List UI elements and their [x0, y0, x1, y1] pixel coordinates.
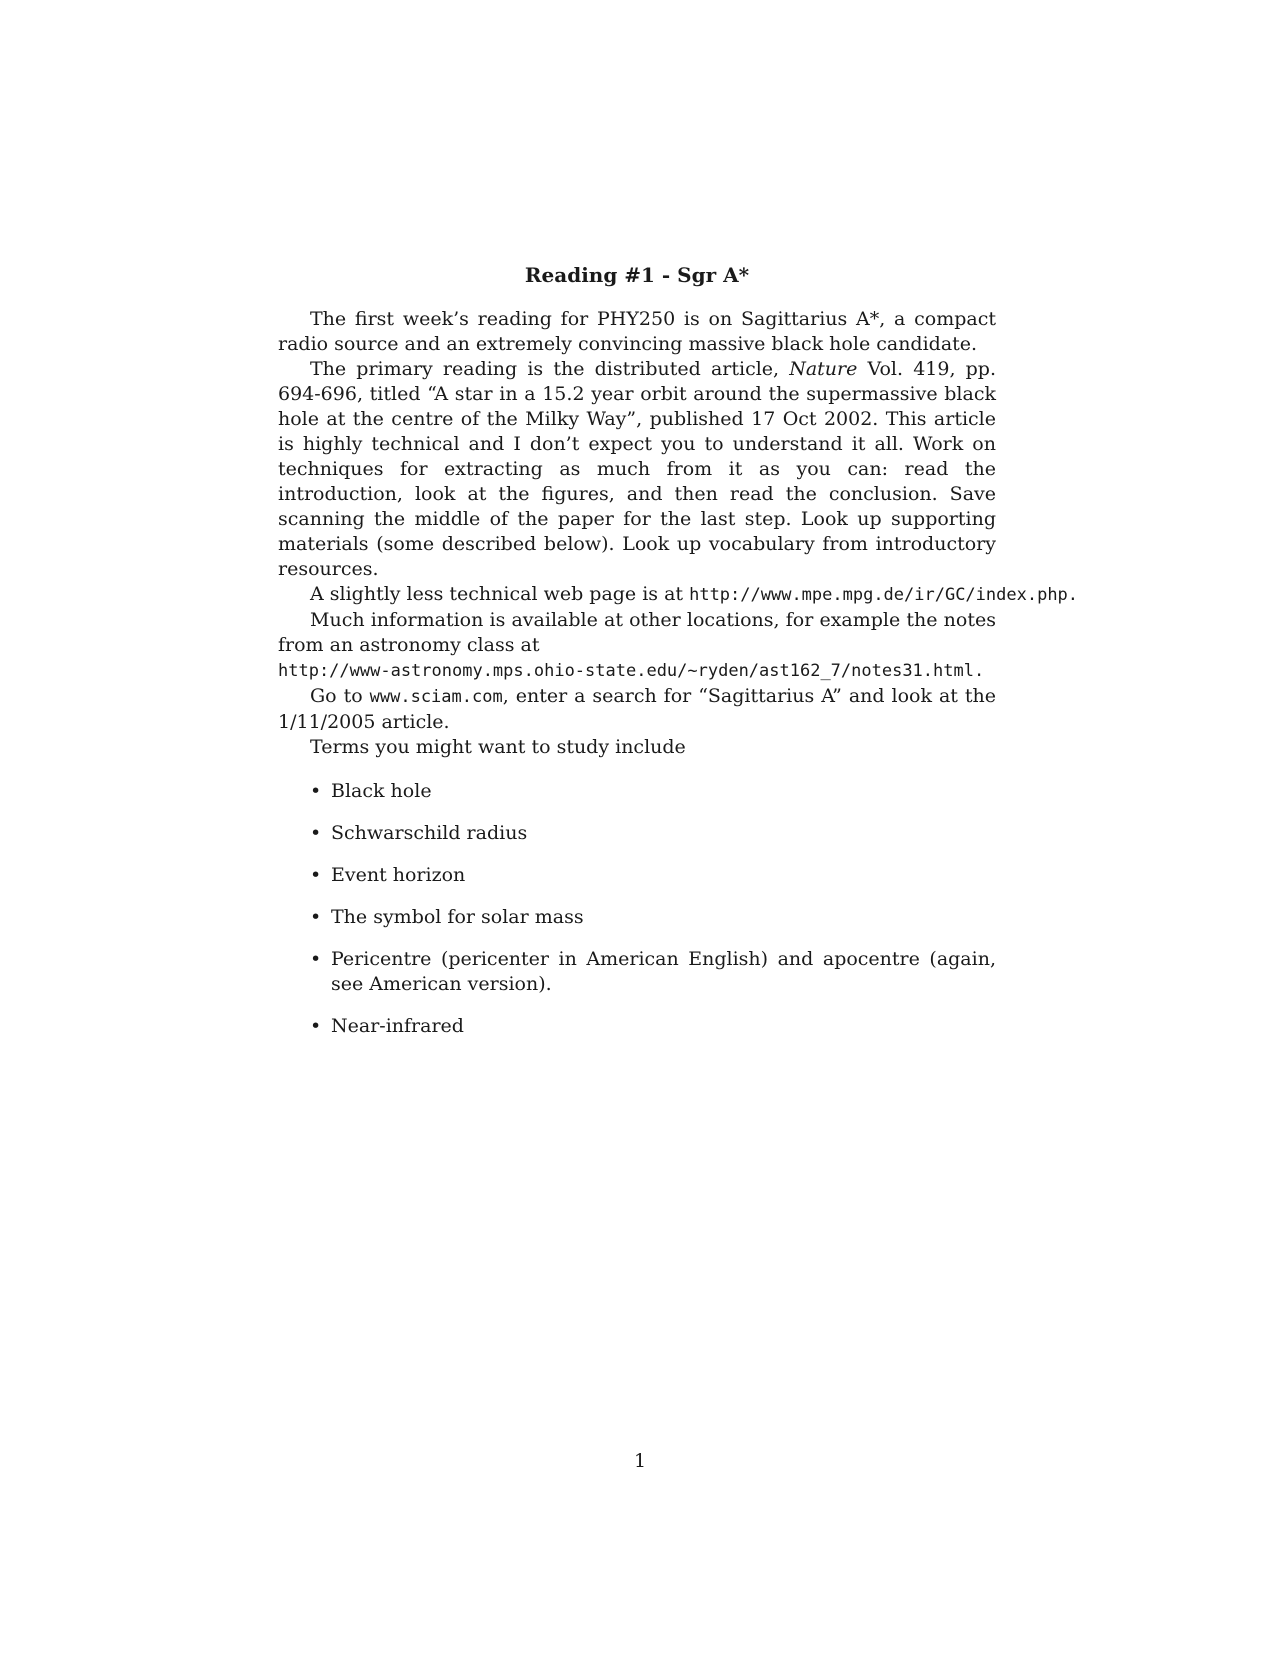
list-item	[310, 779, 996, 804]
sciam-text-b: , enter a search for “Sagittarius A” and look at the 1/11/2005 article.	[278, 685, 996, 733]
paragraph-sciam	[278, 684, 996, 735]
web-page-text: A slightly less technical web page is at	[310, 583, 690, 605]
document-title: Reading #1 - Sgr A*	[524, 263, 750, 287]
term-label: Event horizon	[331, 864, 466, 886]
primary-reading-text-b: Vol. 419, pp. 694-696, titled “A star in a 15.2 year orbit around the supermassive black hole at the centre of the Milky Way”, published 17 Oct 2002. This article is highly technical and I don’t expect you to understand it all. Work on techniques for extracting as much from it as you can: read the introduction, look at the figures, and then read the conclusion. Save scanning the middle of the paper for the last step. Look up supporting materials (some described below). Look up vocabulary from introductory resources.	[278, 358, 996, 580]
link-sciam[interactable]: www.sciam.com	[369, 687, 503, 707]
link-ohio-state[interactable]: http://www-astronomy.mps.ohio-state.edu/~ryden/ast162_7/notes31.html	[278, 661, 974, 681]
other-locations-text: Much information is available at other locations, for example the notes from an astronomy class at	[278, 609, 996, 656]
paragraph-primary-reading	[278, 357, 996, 582]
paragraph-intro	[278, 307, 996, 357]
paragraph-web-page	[278, 582, 1079, 608]
bullet-icon: •	[310, 864, 322, 886]
term-label: The symbol for solar mass	[331, 906, 584, 928]
term-label: Pericentre (pericenter in American English) and apocentre (again, see American version).	[331, 948, 996, 995]
bullet-icon: •	[310, 906, 322, 928]
list-item	[310, 1014, 996, 1039]
sciam-text-a: Go to	[310, 685, 370, 707]
terms-intro-text: Terms you might want to study include	[310, 736, 686, 758]
document-body	[278, 262, 1079, 1056]
term-label: Black hole	[331, 780, 432, 802]
bullet-icon: •	[310, 780, 322, 802]
link-mpe[interactable]: http://www.mpe.mpg.de/ir/GC/index.php	[689, 585, 1068, 605]
journal-name: Nature	[789, 358, 858, 380]
bullet-icon: •	[310, 822, 322, 844]
bullet-icon: •	[310, 948, 322, 970]
page-number: 1	[633, 1450, 647, 1472]
list-item	[310, 821, 996, 846]
paragraph-other-locations	[278, 608, 996, 684]
paragraph-intro-text: The first week’s reading for PHY250 is on Sagittarius A*, a compact radio source and an extremely convincing massive black hole candidate.	[278, 308, 996, 355]
list-item	[310, 905, 996, 930]
primary-reading-text-a: The primary reading is the distributed article,	[310, 358, 790, 380]
term-label: Near-infrared	[331, 1015, 464, 1037]
term-label: Schwarschild radius	[331, 822, 528, 844]
bullet-icon: •	[310, 1015, 322, 1037]
list-item	[310, 947, 996, 997]
link-ohio-state-period: .	[973, 661, 985, 681]
list-item	[310, 863, 996, 888]
terms-list	[278, 779, 996, 1039]
link-mpe-period: .	[1067, 585, 1079, 605]
paragraph-terms-intro	[278, 735, 996, 760]
url-line	[278, 658, 996, 684]
